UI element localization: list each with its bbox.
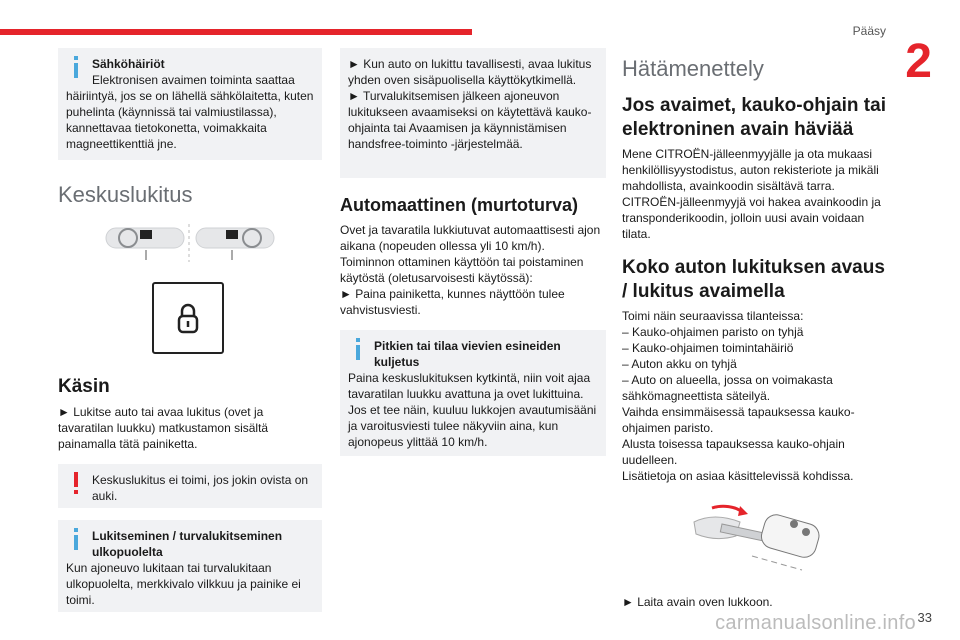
full-step-1: Vaihda ensimmäisessä tapauksessa kauko-ohjaimen paristo. — [622, 405, 855, 435]
box-title: Lukitseminen / turvalukitseminen ulkopuolelta — [92, 529, 283, 559]
heading-lost-keys: Jos avaimet, kauko-ohjain tai elektroninen avain häviää — [622, 95, 886, 140]
info-icon — [66, 528, 86, 550]
full-intro: Toimi näin seuraavissa tilanteissa: — [622, 309, 804, 323]
watermark: carmanualsonline.info — [715, 612, 916, 634]
box-text: Kun ajoneuvo lukitaan tai turvalukitaan ulkopuolelta, merkkivalo vilkkuu ja painike ei toimi. — [66, 561, 301, 607]
info-box-unlock — [340, 48, 606, 178]
box-text: Paina keskuslukituksen kytkintä, niin voit ajaa tavaratilan luukku avattuna ja ovet lukittuina. Jos et tee näin, kuuluu lukkojen avautumisääni ja varoitusviesti tulee näkyviin aina, kun ajonopeus ylittää 10 km/h. — [348, 371, 597, 449]
chapter-number: 2 — [905, 35, 932, 88]
key-text: ► Laita avain oven lukkoon. — [622, 595, 773, 609]
column-2 — [340, 48, 606, 456]
column-1 — [58, 48, 322, 612]
manual-text: ► Lukitse auto tai avaa lukitus (ovet ja tavaratilan luukku) matkustamon sisältä painamalla tätä painiketta. — [58, 405, 269, 451]
lock-button-icon — [175, 302, 201, 334]
full-step-2: Alusta toisessa tapauksessa kauko-ohjain uudelleen. — [622, 437, 845, 467]
full-step-3: Lisätietoja on asiaa käsittelevissä kohdissa. — [622, 469, 854, 483]
full-item-4: – Auto on alueella, jossa on voimakasta sähkömagneettista säteilyä. — [622, 373, 833, 403]
box-line-2: ► Turvalukitsemisen jälkeen ajoneuvon lukitukseen avaamiseksi on käytettävä kauko-ohjainta tai Avaamisen ja käynnistämisen handsfree-toiminto -järjestelmää. — [348, 89, 592, 151]
auto-text-2: Toiminnon ottaminen käyttöön tai poistaminen käytöstä (oletusarvoisesti käytössä): — [340, 255, 584, 285]
box-text: Elektronisen avaimen toiminta saattaa häiriintyä, jos se on lähellä sähkölaitetta, kuten puhelinta (käynnissä tai valmiustilassa), kannettavaa tietokonetta, voimakkaita magneettikenttiä jne. — [66, 73, 314, 151]
heading-full-lock: Koko auton lukituksen avaus / lukitus avaimella — [622, 257, 885, 302]
key-icon — [622, 494, 892, 582]
warning-icon — [66, 472, 86, 494]
info-box-outside — [58, 520, 322, 612]
warning-box — [58, 464, 322, 508]
steering-illustration — [58, 222, 322, 268]
heading-emergency: Hätämenettely — [622, 56, 764, 81]
lost-text-2: CITROËN-jälleenmyyjä voi hakea avainkoodin ja transponderikoodin, jolloin uusi avain voidaan tilata. — [622, 195, 881, 241]
heading-automatic: Automaattinen (murtoturva) — [340, 195, 578, 215]
heading-central-locking: Keskuslukitus — [58, 182, 193, 207]
info-icon — [66, 56, 86, 78]
full-item-3: – Auton akku on tyhjä — [622, 357, 737, 371]
full-item-1: – Kauko-ohjaimen paristo on tyhjä — [622, 325, 804, 339]
key-illustration — [622, 494, 892, 582]
box-line-1: ► Kun auto on lukittu tavallisesti, avaa lukitus yhden oven sisäpuolisella käyttökytkimellä. — [348, 57, 592, 87]
info-box-long-objects — [340, 330, 606, 456]
info-icon — [348, 338, 368, 360]
page-number: 33 — [917, 610, 932, 625]
auto-text: Ovet ja tavaratila lukkiutuvat automaattisesti ajon aikana (nopeuden ollessa yli 10 km/h). — [340, 223, 601, 253]
column-3 — [622, 48, 892, 610]
box-title: Pitkien tai tilaa vievien esineiden kuljetus — [374, 339, 561, 369]
full-item-2: – Kauko-ohjaimen toimintahäiriö — [622, 341, 794, 355]
lock-button-illustration — [152, 282, 224, 354]
steering-wheel-icon — [58, 222, 322, 268]
heading-manual: Käsin — [58, 376, 110, 397]
section-name: Pääsy — [852, 24, 886, 38]
box-title: Sähköhäiriöt — [92, 57, 165, 71]
warning-text: Keskuslukitus ei toimi, jos jokin ovista on auki. — [92, 473, 309, 503]
top-accent-bar — [0, 29, 472, 35]
lost-text: Mene CITROËN-jälleenmyyjälle ja ota mukaasi henkilöllisyystodistus, auton rekisteriote ja mikäli mahdollista, avainkoodin sisältävä tarra. — [622, 147, 879, 193]
info-box-electric — [58, 48, 322, 160]
auto-text-3: ► Paina painiketta, kunnes näyttöön tulee vahvistusviesti. — [340, 287, 565, 317]
